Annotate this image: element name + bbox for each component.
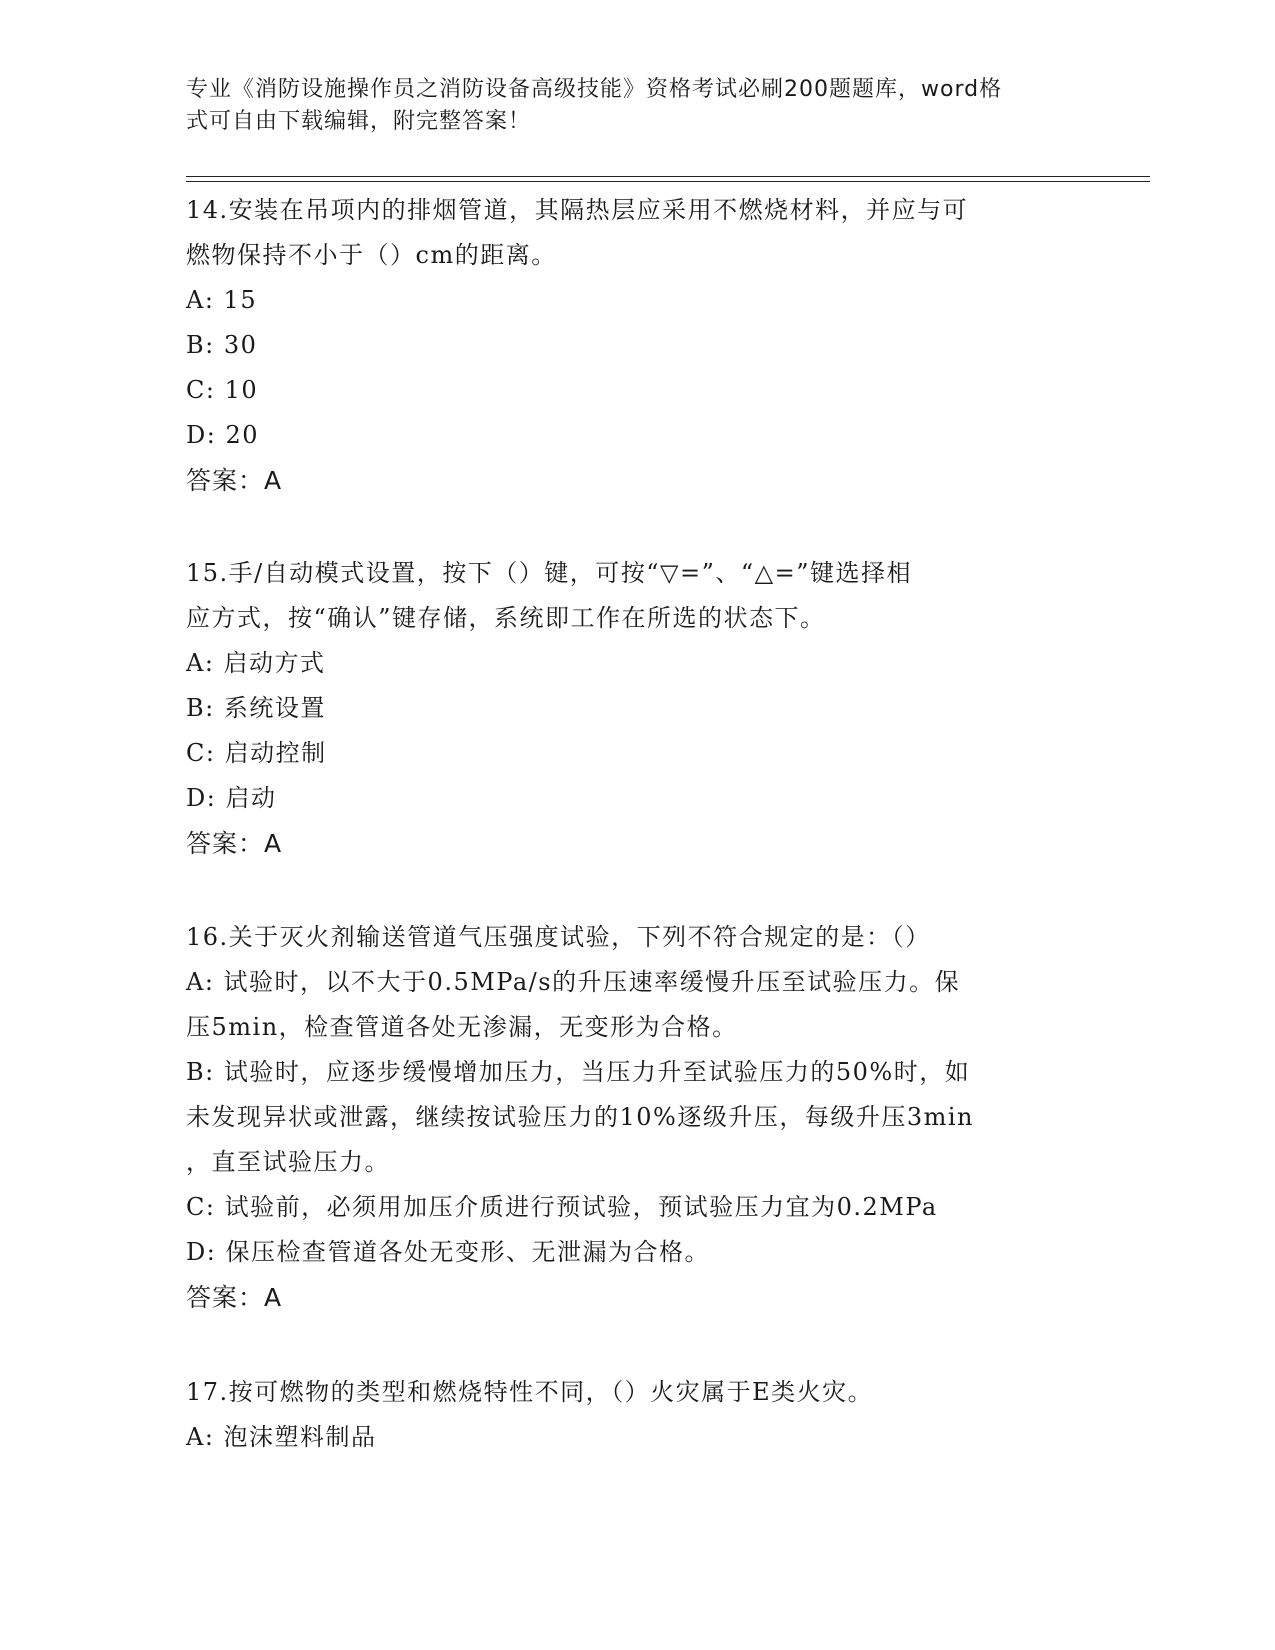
option-d: D: 保压检查管道各处无变形、无泄漏为合格。 xyxy=(186,1238,710,1266)
option-a-continued: 压5min，检查管道各处无渗漏，无变形为合格。 xyxy=(186,1013,738,1041)
question-block xyxy=(186,1370,1066,1460)
question-stem: 燃物保持不小于（）cm的距离。 xyxy=(186,241,557,269)
question-stem: 17.按可燃物的类型和燃烧特性不同，（）火灾属于E类火灾。 xyxy=(186,1378,874,1406)
header-line: 专业《消防设施操作员之消防设备高级技能》资格考试必刷200题题库，word格 xyxy=(186,77,1003,102)
question-block xyxy=(186,915,1066,1320)
option-d: D: 20 xyxy=(186,421,259,449)
option-d: D: 启动 xyxy=(186,784,277,812)
option-b: B: 系统设置 xyxy=(186,694,326,722)
question-stem: 15.手/自动模式设置，按下（）键，可按“▽=”、“△=”键选择相 xyxy=(186,559,912,587)
option-a: A: 试验时，以不大于0.5MPa/s的升压速率缓慢升压至试验压力。保 xyxy=(186,968,961,996)
option-a: A: 15 xyxy=(186,286,258,314)
option-b: B: 30 xyxy=(186,331,258,359)
option-a: A: 启动方式 xyxy=(186,649,326,677)
option-b: B: 试验时，应逐步缓慢增加压力，当压力升至试验压力的50%时，如 xyxy=(186,1058,971,1086)
option-b-continued: ，直至试验压力。 xyxy=(186,1148,390,1176)
option-c: C: 启动控制 xyxy=(186,739,327,767)
option-c: C: 试验前，必须用加压介质进行预试验，预试验压力宜为0.2MPa xyxy=(186,1193,938,1221)
question-block xyxy=(186,188,1066,503)
header-divider xyxy=(186,176,1150,177)
question-stem: 14.安装在吊项内的排烟管道，其隔热层应采用不燃烧材料，并应与可 xyxy=(186,196,969,224)
question-stem: 16.关于灭火剂输送管道气压强度试验，下列不符合规定的是：（） xyxy=(186,923,931,951)
header-divider xyxy=(186,181,1150,182)
option-c: C: 10 xyxy=(186,376,259,404)
option-b-continued: 未发现异状或泄露，继续按试验压力的10%逐级升压，每级升压3min xyxy=(186,1103,975,1131)
answer-line: 答案：A xyxy=(186,466,283,495)
header-line: 式可自由下载编辑，附完整答案！ xyxy=(186,109,532,134)
question-stem: 应方式，按“确认”键存储，系统即工作在所选的状态下。 xyxy=(186,604,826,632)
option-a: A: 泡沫塑料制品 xyxy=(186,1423,377,1451)
document-header xyxy=(186,74,1066,138)
answer-line: 答案：A xyxy=(186,829,283,858)
question-block xyxy=(186,551,1066,866)
answer-line: 答案：A xyxy=(186,1283,283,1312)
